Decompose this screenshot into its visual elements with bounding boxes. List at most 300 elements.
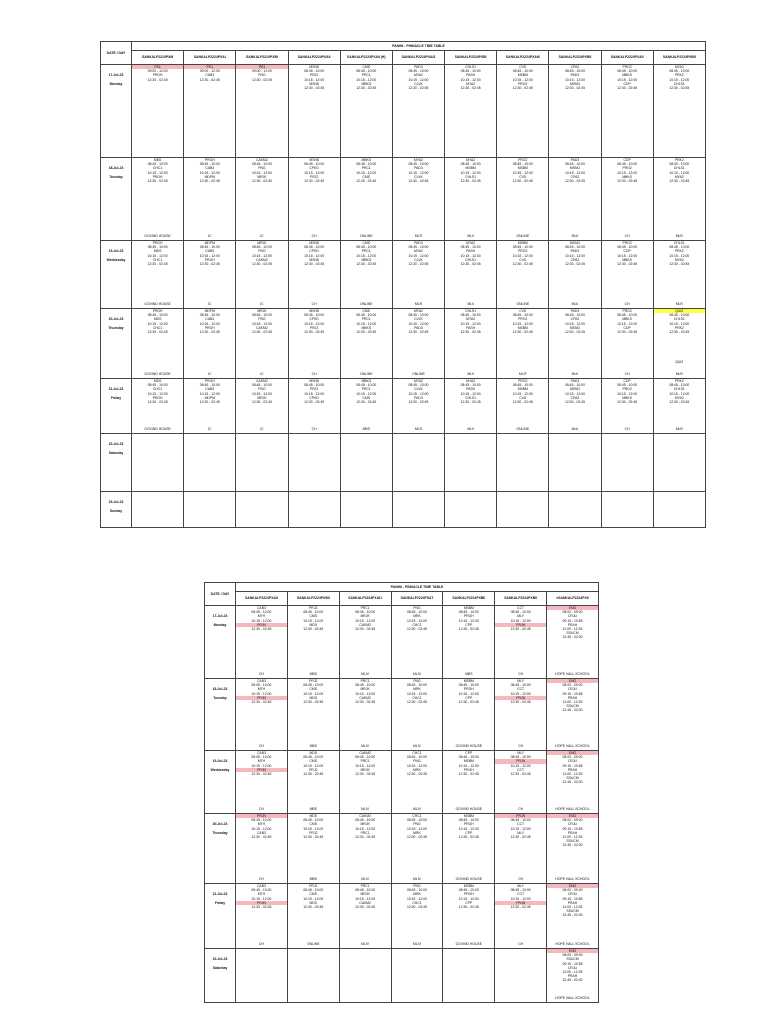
class-code: PASH: [466, 325, 476, 330]
date-label: 17-Jul-23: [108, 73, 124, 77]
class-time: 12:45 - 02:00: [562, 843, 583, 848]
class-code: MYA2: [466, 241, 476, 245]
room-label: [341, 234, 392, 238]
class-code: CLVK: [414, 317, 423, 322]
class-time: 12:30 - 02:45: [147, 400, 168, 405]
class-code: PRJ2: [309, 387, 319, 392]
class-code: MSH8: [309, 81, 319, 86]
schedule-cell: [340, 241, 392, 309]
room-label: [184, 234, 235, 238]
schedule-cell: [445, 309, 497, 379]
class-time: 12:30 - 02:45: [617, 86, 638, 91]
class-code: MDS: [153, 317, 162, 322]
class-time: 09:15 - 10:55: [562, 961, 583, 966]
class-time: 08:45 - 10:00: [512, 383, 533, 388]
class-code: PRGH: [463, 614, 474, 619]
room-label: [602, 234, 653, 238]
class-time: 12:45 - 02:00: [562, 913, 583, 918]
class-code: CAB3: [256, 606, 266, 610]
class-code: CDP: [623, 81, 631, 86]
room-text: GOVIND HOUSE: [455, 876, 482, 881]
class-code: MBKS: [361, 325, 372, 330]
class-code: CPP: [465, 830, 473, 835]
schedule-cell: [653, 158, 705, 241]
class-code: CMS: [309, 759, 318, 764]
class-time: 12:30 - 02:45: [458, 905, 479, 910]
schedule-cell: [184, 241, 236, 309]
class-code: CLVK: [414, 387, 423, 392]
class-code: PRG2: [518, 249, 528, 254]
room-label: [547, 744, 598, 748]
class-code: PAD3: [570, 73, 580, 78]
class-code: PRGH: [204, 257, 215, 262]
class-time: 10:15 - 12:00: [669, 253, 690, 258]
class-time: 08:45 - 10:00: [669, 69, 690, 74]
class-time: 12:30 - 02:45: [669, 400, 690, 405]
schedule-cell: [392, 241, 444, 309]
class-time: 08:45 - 10:00: [460, 162, 481, 167]
class-code: MLY: [517, 679, 524, 683]
schedule-cell: [601, 158, 653, 241]
class-code: MSBM: [517, 325, 528, 330]
class-time: 12:30 - 02:45: [510, 627, 531, 632]
class-code: PRJ2: [309, 325, 319, 330]
class-time: 12:30 - 02:45: [251, 905, 272, 910]
class-time: 10:15 - 12:00: [458, 826, 479, 831]
schedule-cell: [443, 606, 495, 679]
schedule-cell: [445, 158, 497, 241]
class-time: 08:45 - 10:00: [147, 162, 168, 167]
class-time: 10:15 - 12:00: [564, 253, 585, 258]
class-time: 08:45 - 10:00: [460, 383, 481, 388]
class-code: PAD3: [414, 241, 423, 245]
room-label: [236, 302, 287, 306]
class-time: 10:15 - 12:00: [458, 896, 479, 901]
room-text: MBS: [309, 671, 317, 676]
class-time: 12:30 - 02:45: [406, 905, 427, 910]
schedule-cell: [132, 309, 184, 379]
room-label: [443, 744, 494, 748]
room-text: HOPE HALL SCHOOL: [555, 806, 590, 811]
room-label: [236, 427, 287, 431]
room-text: MLR: [675, 371, 683, 376]
class-time: 12:30 - 02:45: [304, 262, 325, 267]
day-label: Wednesday: [210, 768, 230, 773]
class-time: 10:15 - 12:00: [512, 77, 533, 82]
class-code: PRC1: [361, 387, 371, 392]
class-time: 10:15 - 12:00: [512, 170, 533, 175]
class-code: MRJK: [360, 822, 370, 827]
class-time: 08:45 - 10:00: [356, 245, 377, 250]
class-code: CAKM2: [359, 900, 371, 905]
class-code: CPA2: [570, 317, 580, 322]
schedule-cell: [547, 814, 599, 884]
class-code: PRGH: [152, 241, 163, 245]
class-code: CAB3: [205, 73, 215, 78]
class-code: PRC1: [361, 73, 371, 78]
date-cell: [101, 158, 132, 241]
class-code: PRK2: [674, 158, 684, 162]
room-label: [236, 372, 287, 376]
class-code: CHC1: [152, 325, 163, 330]
class-code: CAB3: [205, 387, 215, 392]
class-code: MYA2: [413, 379, 423, 383]
schedule-cell: [236, 814, 288, 884]
class-time: 08:45 - 10:00: [564, 162, 585, 167]
class-code: PRG2: [518, 379, 528, 383]
room-text: CH: [258, 671, 264, 676]
class-time: 10:15 - 12:00: [303, 826, 324, 831]
class-code: SSUCM: [566, 839, 579, 844]
room-text: CH: [518, 876, 524, 881]
column-header: SANKALP2224PXBII: [443, 592, 495, 606]
class-code: MBKS: [622, 73, 632, 78]
class-time: 08:45 - 10:00: [355, 683, 376, 688]
room-label: [392, 807, 443, 811]
class-time: 10:15 - 12:00: [147, 321, 168, 326]
room-text: MBS: [465, 671, 473, 676]
class-time: 12:30 - 02:45: [355, 835, 376, 840]
class-code: CDP: [623, 379, 631, 383]
class-time: 12:45 - 02:00: [562, 780, 583, 785]
class-time: 10:15 - 12:00: [304, 321, 325, 326]
date-label: 19-Jul-23: [108, 249, 124, 253]
schedule-cell: [547, 751, 599, 814]
schedule-cell: [497, 434, 549, 492]
room-text: MLIV: [361, 806, 370, 811]
room-text: CH: [258, 876, 264, 881]
class-time: 08:45 - 10:00: [406, 610, 427, 615]
schedule-cell: [497, 379, 549, 434]
class-code: PNG: [258, 166, 266, 171]
class-code: MBKS: [361, 257, 372, 262]
class-code: MSBM: [463, 679, 474, 683]
room-label: [549, 234, 600, 238]
class-time: 12:45 - 02:00: [562, 708, 583, 713]
class-time: 12:30 - 02:45: [251, 262, 272, 267]
class-time: 10:15 - 12:00: [669, 321, 690, 326]
class-time: 12:30 - 02:45: [303, 905, 324, 910]
schedule-cell: [653, 65, 705, 158]
column-header: SANKALP2224PXBII: [287, 592, 339, 606]
class-time: 08:45 - 10:00: [669, 313, 690, 318]
room-label: [497, 302, 548, 306]
schedule-cell: [236, 492, 288, 528]
class-code: ENG: [547, 606, 598, 610]
class-time: 10:15 - 12:00: [564, 170, 585, 175]
class-time: 12:30 - 02:45: [303, 700, 324, 705]
room-label: [236, 234, 287, 238]
class-time: 08:45 - 10:00: [147, 245, 168, 250]
schedule-cell: [601, 241, 653, 309]
day-label: Sunday: [109, 509, 123, 514]
room-text: CH: [518, 743, 524, 748]
class-time: 12:30 - 02:45: [669, 179, 690, 184]
class-time: 12:30 - 02:45: [408, 86, 429, 91]
class-time: 10:15 - 12:00: [304, 77, 325, 82]
room-text: IC: [260, 301, 264, 306]
room-label: [236, 672, 287, 676]
class-code: CAB3: [205, 166, 215, 171]
class-code: CAB3: [256, 679, 266, 683]
class-time: 11:00 - 12:25: [562, 905, 583, 910]
class-code: CMS: [362, 395, 371, 400]
room-text: MLII: [467, 301, 474, 306]
class-code: PRJ2: [309, 174, 319, 179]
class-code: ENG: [547, 751, 598, 755]
class-time: 12:30 - 02:45: [460, 330, 481, 335]
room-label: [132, 302, 183, 306]
class-code: PRJN: [236, 901, 287, 905]
class-time: 08:45 - 10:00: [408, 162, 429, 167]
class-code: CPKD: [309, 166, 319, 171]
class-code: ENG: [547, 814, 598, 818]
date-cell: [205, 949, 236, 1003]
room-text: IC: [260, 233, 264, 238]
class-time: 10:15 - 12:00: [147, 391, 168, 396]
class-code: CMS: [362, 174, 371, 179]
schedule-cell: [497, 492, 549, 528]
column-header: SANKALP2224PXAII: [601, 51, 653, 65]
room-text: ONLINE: [359, 371, 373, 376]
schedule-cell: [288, 434, 340, 492]
schedule-cell: [547, 949, 599, 1003]
class-time: 10:15 - 12:00: [251, 896, 272, 901]
room-text: MLIF: [518, 371, 527, 376]
schedule-cell: [443, 679, 495, 751]
class-time: 09:15 - 10:55: [562, 896, 583, 901]
schedule-cell: [287, 751, 339, 814]
class-code: PRK2: [674, 249, 684, 254]
class-code: MDS: [309, 814, 318, 818]
room-text: MLIV: [412, 806, 421, 811]
class-time: 10:15 - 12:00: [458, 618, 479, 623]
class-code: CLVK: [414, 81, 423, 86]
class-time: 10:15 - 12:00: [355, 763, 376, 768]
class-time: 12:30 - 02:45: [512, 86, 533, 91]
class-time: 10:15 - 12:00: [408, 321, 429, 326]
class-time: 10:15 - 12:00: [303, 618, 324, 623]
class-time: 10:15 - 12:00: [251, 691, 272, 696]
schedule-cell: [392, 434, 444, 492]
class-code: CHLS1: [673, 317, 685, 322]
room-label: [392, 942, 443, 946]
class-time: 12:30 - 02:45: [304, 86, 325, 91]
class-code: MLY: [517, 884, 524, 888]
column-header: SANKALP2224PXAI: [184, 51, 236, 65]
column-header: SANKALP2224PXBI: [445, 51, 497, 65]
class-code: MBKS: [361, 81, 372, 86]
schedule-cell: [236, 379, 288, 434]
class-time: 12:30 - 02:45: [512, 179, 533, 184]
schedule-cell: [497, 309, 549, 379]
room-label: [445, 234, 496, 238]
class-code: PAD3: [570, 158, 580, 162]
column-header: SANKALP2224PXBII: [549, 51, 601, 65]
class-time: 12:30 - 02:45: [564, 330, 585, 335]
class-code: PRJ2: [309, 767, 318, 772]
date-cell: [101, 65, 132, 158]
class-time: 08:45 - 10:00: [304, 69, 325, 74]
class-time: 08:45 - 10:00: [406, 888, 427, 893]
class-time: 10:15 - 12:00: [406, 763, 427, 768]
schedule-cell: [236, 949, 288, 1003]
class-time: 10:15 - 12:00: [251, 826, 272, 831]
class-code: CHC1: [152, 387, 163, 392]
class-code: CHLS1: [673, 166, 685, 171]
schedule-cell: [392, 65, 444, 158]
class-time: 12:30 - 02:45: [408, 179, 429, 184]
class-time: 12:30 - 02:45: [617, 262, 638, 267]
room-text: HOPE HALL SCHOOL: [555, 941, 590, 946]
room-label: [341, 427, 392, 431]
room-text: MLII: [571, 426, 579, 431]
class-time: 08:45 - 10:00: [458, 818, 479, 823]
class-time: 08:45 - 10:00: [510, 818, 531, 823]
day-row: [101, 309, 706, 379]
class-code: CRJU: [567, 687, 578, 692]
class-time: 10:15 - 12:00: [303, 763, 324, 768]
class-time: 10:15 - 12:00: [406, 691, 427, 696]
class-code: PRAH: [567, 974, 578, 979]
class-time: 09:15 - 10:55: [562, 826, 583, 831]
schedule-cell: [339, 884, 391, 949]
class-code: CPA2: [570, 174, 580, 179]
class-time: 12:30 - 02:45: [199, 77, 220, 82]
date-label: 23-Jul-23: [108, 500, 124, 504]
class-code: PRK2: [674, 325, 684, 330]
class-time: 10:15 - 12:00: [199, 253, 220, 258]
class-time: 12:30 - 02:45: [356, 262, 377, 267]
schedule-cell: [236, 751, 288, 814]
class-time: 12:30 - 02:45: [512, 262, 533, 267]
room-label: [289, 234, 340, 238]
class-code: MLY: [517, 751, 524, 755]
schedule-cell: [236, 606, 288, 679]
class-code: CHLS1: [673, 387, 685, 392]
schedule-cell: [287, 949, 339, 1003]
class-code: CHC1: [152, 166, 163, 171]
room-text: CH: [518, 941, 524, 946]
class-code: CDP: [623, 249, 631, 254]
class-code: PRJN: [495, 814, 546, 818]
class-code: CHC1: [152, 257, 163, 262]
class-code: CAKM2: [359, 814, 371, 818]
schedule-cell: [340, 65, 392, 158]
class-time: 08:45 - 10:00: [512, 162, 533, 167]
room-label: [602, 427, 653, 431]
class-code: PRGH: [152, 309, 163, 313]
room-label: [549, 427, 600, 431]
day-label: Thursday: [212, 831, 228, 836]
day-label: Thursday: [108, 326, 124, 331]
class-code: MSBM: [463, 759, 474, 764]
room-text: MLII: [467, 426, 474, 431]
room-label: [497, 372, 548, 376]
schedule-cell: [549, 492, 601, 528]
room-label: [132, 234, 183, 238]
class-code: PRC1: [360, 606, 370, 610]
date-header: DATE / DAY: [205, 583, 236, 606]
class-time: 08:45 - 10:00: [460, 313, 481, 318]
room-label: [289, 302, 340, 306]
room-text: MLIV: [361, 743, 370, 748]
class-time: 08:45 - 10:00: [356, 162, 377, 167]
schedule-cell: [601, 492, 653, 528]
class-time: 10:15 - 12:00: [408, 253, 429, 258]
class-time: 12:30 - 02:45: [406, 772, 427, 777]
day-label: Saturday: [212, 966, 228, 971]
schedule-cell: [287, 606, 339, 679]
date-cell: [101, 241, 132, 309]
schedule-cell: [340, 158, 392, 241]
schedule-cell: [184, 158, 236, 241]
class-code: MSNG: [569, 81, 581, 86]
class-code: CCT: [517, 687, 525, 692]
class-code: CHLS1: [465, 309, 477, 313]
column-header: SANKALP2224PXAII: [288, 51, 340, 65]
class-code: MDS: [153, 249, 162, 254]
class-time: 10:15 - 12:00: [460, 77, 481, 82]
column-header: SANKALP2224PXM: [132, 51, 184, 65]
class-code: PRAH: [567, 622, 578, 627]
class-code: MRK: [413, 892, 421, 897]
class-time: 10:15 - 12:00: [617, 321, 638, 326]
schedule-cell: [391, 884, 443, 949]
class-time: 10:15 - 12:00: [304, 391, 325, 396]
class-time: 12:30 - 02:45: [199, 400, 220, 405]
day-label: Tuesday: [213, 696, 227, 701]
class-code: PAD3: [414, 65, 423, 69]
class-code: CHLS1: [465, 395, 477, 400]
class-code: MSNG: [569, 325, 581, 330]
class-code: SSUCM: [566, 957, 579, 962]
room-text: CH: [624, 301, 630, 306]
class-time: 11:00 - 12:25: [562, 835, 583, 840]
class-time: 12:30 - 02:45: [147, 179, 168, 184]
date-header: DATE / DAY: [101, 42, 132, 65]
schedule-cell: [287, 884, 339, 949]
schedule-cell: [288, 65, 340, 158]
class-time: 12:30 - 02:45: [251, 179, 272, 184]
room-label: [184, 302, 235, 306]
class-code: MRK: [413, 830, 421, 835]
class-code: PRJN: [495, 901, 546, 905]
room-text: MLR: [414, 233, 423, 238]
schedule-cell: [288, 492, 340, 528]
schedule-cell: [391, 949, 443, 1003]
date-label: 21-Jul-23: [108, 387, 124, 391]
class-time: 08:45 - 10:00: [356, 69, 377, 74]
class-code: PRK2: [674, 379, 684, 383]
class-code: CAKM2: [256, 158, 268, 162]
class-code: MRJK: [257, 395, 267, 400]
class-code: PRJ2: [309, 606, 318, 610]
room-text: GOVIND HOUSE: [144, 301, 171, 306]
class-time: 08:45 - 10:00: [303, 818, 324, 823]
class-code: PRGH: [152, 73, 163, 78]
class-code: MSH8: [309, 309, 319, 313]
class-code: MRJK: [257, 241, 267, 245]
day-label: Monday: [213, 623, 227, 628]
class-code: PAD3: [414, 395, 423, 400]
class-code: CRJU: [567, 822, 578, 827]
class-time: 12:30 - 02:45: [460, 179, 481, 184]
schedule-cell: [236, 241, 288, 309]
class-time: 08:45 - 10:00: [303, 610, 324, 615]
class-time: 12:30 - 02:45: [617, 330, 638, 335]
class-code: CAKM2: [359, 695, 371, 700]
